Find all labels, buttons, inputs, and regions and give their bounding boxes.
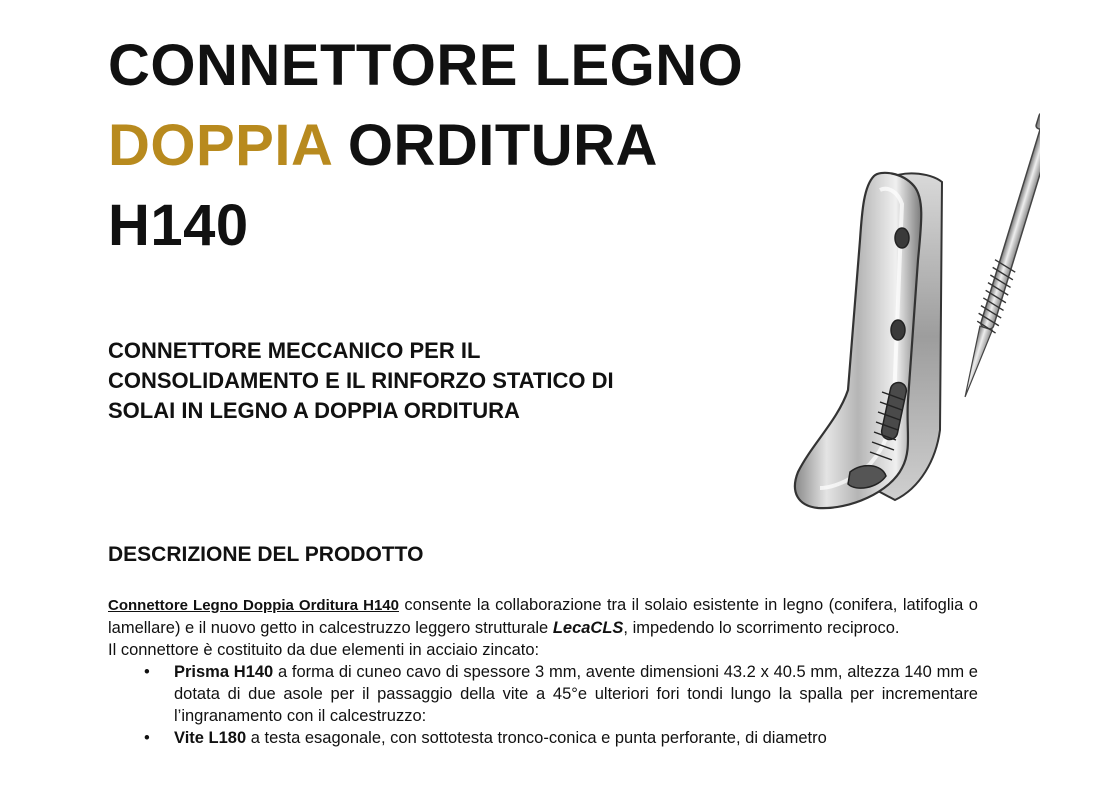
bullet-icon: • [144, 729, 150, 747]
description-intro [108, 594, 978, 639]
page-title [108, 26, 743, 266]
description-body [108, 594, 978, 749]
intro-text-2: , impedendo lo scorrimento reciproco. [623, 619, 900, 637]
title-accent-word: DOPPIA [108, 113, 332, 178]
title-line-2-rest: ORDITURA [331, 113, 658, 178]
list-item [144, 661, 978, 727]
brand-name: LecaCLS [552, 619, 624, 637]
composition-text: Il connettore è costituito da due elementi in acciaio zincato: [108, 641, 540, 659]
component-list [108, 661, 978, 749]
product-name-link[interactable]: Connettore Legno Doppia Orditura H140 [108, 597, 399, 614]
list-item-term: Vite L180 [174, 729, 247, 747]
list-item-text: a testa esagonale, con sottotesta tronco-conica e punta perforante, di diametro [246, 729, 827, 747]
section-heading-description: DESCRIZIONE DEL PRODOTTO [108, 543, 424, 566]
subtitle-line-3: SOLAI IN LEGNO A DOPPIA ORDITURA [108, 398, 520, 423]
title-line-2 [108, 106, 743, 186]
title-line-1: CONNETTORE LEGNO [108, 33, 744, 98]
title-line-3: H140 [108, 193, 249, 258]
list-item [144, 727, 978, 749]
list-item-term: Prisma H140 [174, 663, 274, 681]
bullet-icon: • [144, 663, 150, 681]
list-item-text: a forma di cuneo cavo di spessore 3 mm, avente dimensioni 43.2 x 40.5 mm, altezza 140 mm e dotata di due asole per il passaggio della vite a 45°e ulteriori fori tondi lungo la spalla per incrementare l’ingranamento con il calcestruzzo: [174, 663, 978, 725]
subtitle-line-2: CONSOLIDAMENTO E IL RINFORZO STATICO DI [108, 368, 614, 393]
wood-connector-with-screw-icon [790, 100, 1040, 530]
page-subtitle [108, 336, 748, 426]
subtitle-line-1: CONNETTORE MECCANICO PER IL [108, 338, 481, 363]
intro-text-1: consente la collaborazione tra il solaio esistente in legno (conifera, latifoglia o lamellare) e il nuovo getto in calcestruzzo leggero strutturale [108, 596, 978, 637]
